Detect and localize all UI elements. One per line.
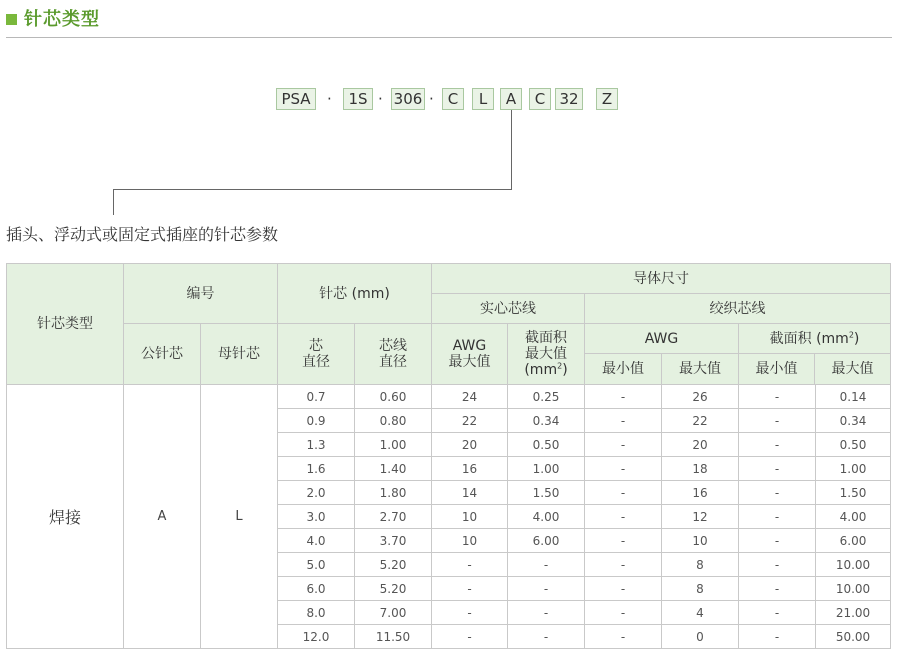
cell-solid-area-max: -: [508, 553, 585, 577]
cell-stranded-awg-min: -: [585, 577, 662, 601]
code-separator: ·: [378, 90, 383, 108]
header-stranded-wire: 绞织芯线: [585, 294, 891, 324]
cell-stranded-awg-max: 20: [662, 433, 739, 457]
connector-line: [113, 189, 114, 215]
cell-stranded-area-min: -: [739, 601, 816, 625]
cell-stranded-awg-max: 12: [662, 505, 739, 529]
section-title: 针芯类型: [24, 9, 100, 30]
header-female: 母针芯: [201, 324, 278, 385]
cell-solid-area-max: 1.50: [508, 481, 585, 505]
header-area-min: 最小值: [739, 354, 815, 384]
cell-solid-awg-max: -: [432, 577, 508, 601]
cell-stranded-area-max: 21.00: [816, 601, 891, 625]
cell-stranded-area-min: -: [739, 457, 816, 481]
header-area-max-line1: 截面积: [525, 330, 567, 346]
cell-pin-diameter: 3.0: [278, 505, 355, 529]
table-row: [7, 385, 891, 409]
cell-stranded-area-min: -: [739, 385, 816, 409]
cell-stranded-area-max: 6.00: [816, 529, 891, 553]
cell-stranded-area-max: 10.00: [816, 553, 891, 577]
header-pin-diameter-line2: 直径: [302, 354, 330, 370]
header-pin-diameter: [278, 324, 355, 385]
cell-stranded-area-max: 0.34: [816, 409, 891, 433]
cell-stranded-area-max: 0.14: [816, 385, 891, 409]
code-segment-shell: 1S: [343, 88, 373, 110]
cell-wire-diameter: 1.80: [355, 481, 432, 505]
cell-stranded-awg-min: -: [585, 553, 662, 577]
cell-pin-diameter: 5.0: [278, 553, 355, 577]
cell-stranded-awg-min: -: [585, 409, 662, 433]
table-description: 插头、浮动式或固定式插座的针芯参数: [6, 225, 279, 244]
cell-solid-awg-max: -: [432, 553, 508, 577]
cell-solid-awg-max: 16: [432, 457, 508, 481]
cell-stranded-area-min: -: [739, 433, 816, 457]
cell-stranded-area-min: -: [739, 553, 816, 577]
cell-solid-area-max: 4.00: [508, 505, 585, 529]
section-marker-icon: [6, 14, 17, 25]
cell-stranded-awg-max: 4: [662, 601, 739, 625]
cell-pin-diameter: 6.0: [278, 577, 355, 601]
cell-wire-diameter: 3.70: [355, 529, 432, 553]
code-separator: ·: [327, 90, 332, 108]
cell-solid-area-max: 0.50: [508, 433, 585, 457]
cell-pin-diameter: 12.0: [278, 625, 355, 649]
cell-solid-awg-max: 24: [432, 385, 508, 409]
code-segment-c1: C: [442, 88, 464, 110]
cell-wire-diameter: 5.20: [355, 577, 432, 601]
header-pin-mm: 针芯 (mm): [278, 264, 432, 324]
cell-pin-diameter: 0.7: [278, 385, 355, 409]
cell-stranded-awg-max: 0: [662, 625, 739, 649]
header-area-max: [508, 324, 585, 385]
cell-stranded-awg-max: 16: [662, 481, 739, 505]
cell-stranded-area-min: -: [739, 577, 816, 601]
header-conductor-size: 导体尺寸: [432, 264, 891, 294]
cell-wire-diameter: 1.40: [355, 457, 432, 481]
cell-solid-awg-max: -: [432, 601, 508, 625]
header-area-max-unit: $(mm^2)$: [524, 361, 568, 378]
cell-stranded-area-min: -: [739, 529, 816, 553]
cell-stranded-awg-min: -: [585, 529, 662, 553]
cell-solid-area-max: -: [508, 625, 585, 649]
cell-stranded-area-max: 1.50: [816, 481, 891, 505]
cell-pin-diameter: 2.0: [278, 481, 355, 505]
cell-wire-diameter: 2.70: [355, 505, 432, 529]
pin-spec-table: [6, 263, 891, 649]
code-segment-pin-type: A: [500, 88, 522, 110]
cell-stranded-awg-min: -: [585, 433, 662, 457]
code-segment-z: Z: [596, 88, 618, 110]
connector-line: [113, 189, 512, 190]
cell-stranded-awg-min: -: [585, 505, 662, 529]
cell-pin-diameter: 1.6: [278, 457, 355, 481]
cell-stranded-awg-min: -: [585, 481, 662, 505]
cell-pin-type: 焊接: [7, 385, 124, 649]
header-wire-diameter-line1: 芯线: [379, 338, 407, 354]
cell-solid-area-max: -: [508, 601, 585, 625]
cell-stranded-area-min: -: [739, 481, 816, 505]
cell-wire-diameter: 7.00: [355, 601, 432, 625]
header-number: 编号: [124, 264, 278, 324]
cell-wire-diameter: 1.00: [355, 433, 432, 457]
cell-stranded-area-min: -: [739, 409, 816, 433]
cell-solid-awg-max: -: [432, 625, 508, 649]
code-segment-alignment: 306: [391, 88, 425, 110]
header-area-max-line2: 最大值: [525, 346, 567, 362]
cell-pin-diameter: 8.0: [278, 601, 355, 625]
cell-solid-area-max: 0.25: [508, 385, 585, 409]
code-segment-32: 32: [555, 88, 583, 110]
cell-pin-diameter: 1.3: [278, 433, 355, 457]
cell-stranded-area-min: -: [739, 505, 816, 529]
cell-solid-awg-max: 14: [432, 481, 508, 505]
cell-stranded-awg-max: 18: [662, 457, 739, 481]
cell-stranded-area-max: 10.00: [816, 577, 891, 601]
header-awg-max-stranded: 最大值: [679, 361, 721, 377]
header-stranded-area: 截面积 $(mm^2)$: [739, 324, 890, 354]
cell-stranded-area-max: 50.00: [816, 625, 891, 649]
header-male: 公针芯: [124, 324, 201, 385]
code-segment-l: L: [472, 88, 494, 110]
cell-stranded-awg-max: 8: [662, 553, 739, 577]
cell-solid-awg-max: 20: [432, 433, 508, 457]
cell-stranded-area-max: 1.00: [816, 457, 891, 481]
code-segment-series: PSA: [276, 88, 316, 110]
header-pin-diameter-line1: 芯: [309, 338, 323, 354]
cell-stranded-area-max: 4.00: [816, 505, 891, 529]
header-stranded-awg-group: [585, 324, 739, 385]
cell-stranded-area-max: 0.50: [816, 433, 891, 457]
cell-wire-diameter: 5.20: [355, 553, 432, 577]
section-header: [6, 8, 892, 38]
cell-wire-diameter: 0.60: [355, 385, 432, 409]
header-solid-wire: 实心芯线: [432, 294, 585, 324]
cell-solid-area-max: 0.34: [508, 409, 585, 433]
header-awg-max: [432, 324, 508, 385]
cell-pin-diameter: 0.9: [278, 409, 355, 433]
header-awg-max-line2: 最大值: [448, 354, 491, 370]
header-awg-min: 最小值: [585, 354, 662, 384]
connector-line: [511, 110, 512, 190]
cell-stranded-awg-min: -: [585, 385, 662, 409]
cell-stranded-awg-min: -: [585, 457, 662, 481]
cell-wire-diameter: 0.80: [355, 409, 432, 433]
code-segment-c2: C: [529, 88, 551, 110]
header-area-max-stranded: 最大值: [831, 361, 874, 377]
header-stranded-awg: AWG: [585, 324, 738, 354]
cell-solid-area-max: 1.00: [508, 457, 585, 481]
cell-female-code: L: [201, 385, 278, 649]
cell-male-code: A: [124, 385, 201, 649]
cell-stranded-awg-max: 22: [662, 409, 739, 433]
header-wire-diameter: [355, 324, 432, 385]
cell-stranded-awg-min: -: [585, 625, 662, 649]
header-wire-diameter-line2: 直径: [379, 354, 407, 370]
header-pin-type: 针芯类型: [7, 264, 124, 385]
cell-solid-area-max: 6.00: [508, 529, 585, 553]
cell-stranded-awg-min: -: [585, 601, 662, 625]
header-awg-max-line1: AWG: [452, 338, 487, 354]
cell-stranded-awg-max: 8: [662, 577, 739, 601]
cell-stranded-area-min: -: [739, 625, 816, 649]
cell-wire-diameter: 11.50: [355, 625, 432, 649]
code-separator: ·: [429, 90, 434, 108]
cell-solid-awg-max: 10: [432, 529, 508, 553]
cell-stranded-awg-max: 10: [662, 529, 739, 553]
cell-pin-diameter: 4.0: [278, 529, 355, 553]
cell-stranded-awg-max: 26: [662, 385, 739, 409]
cell-solid-area-max: -: [508, 577, 585, 601]
header-stranded-area-group: [739, 324, 891, 385]
cell-solid-awg-max: 22: [432, 409, 508, 433]
cell-solid-awg-max: 10: [432, 505, 508, 529]
